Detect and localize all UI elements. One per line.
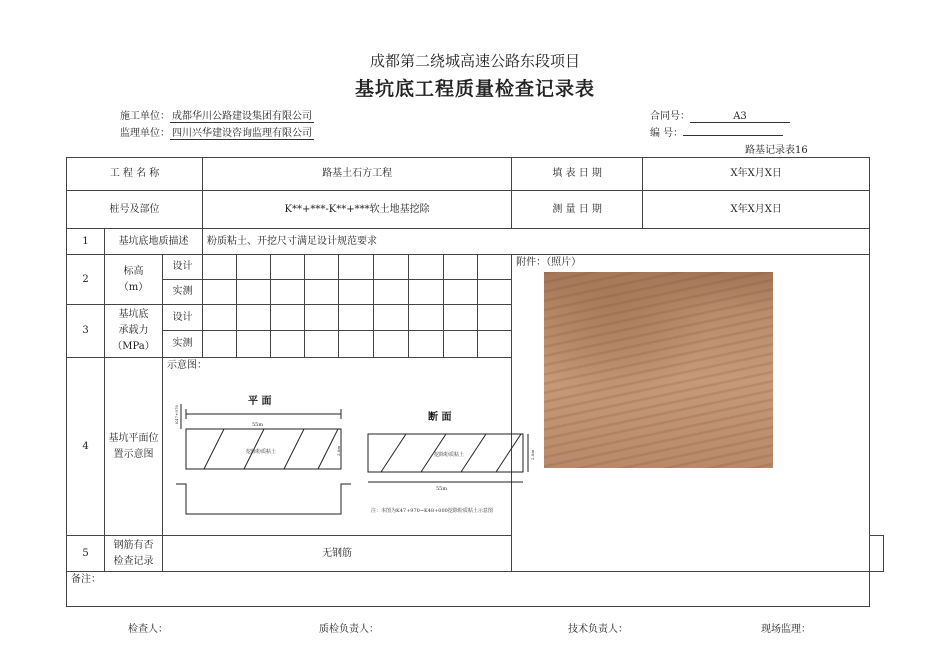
station-value: K**+***-K**+***软土地基挖除 xyxy=(203,191,512,229)
value-cell[interactable] xyxy=(305,255,339,280)
value-cell[interactable] xyxy=(409,305,444,331)
bearing-label xyxy=(105,305,163,358)
value-cell[interactable] xyxy=(271,280,305,305)
remarks-row xyxy=(67,572,884,607)
value-cell[interactable] xyxy=(271,255,305,280)
value-cell[interactable] xyxy=(203,305,237,331)
value-cell[interactable] xyxy=(409,331,444,358)
value-cell[interactable] xyxy=(237,305,271,331)
row-number: 4 xyxy=(67,358,105,536)
value-cell[interactable] xyxy=(339,305,374,331)
station-label: 桩号及部位 xyxy=(67,191,203,229)
rebar-label xyxy=(105,536,163,572)
qc-label: 质检负责人： xyxy=(319,624,379,635)
value-cell[interactable] xyxy=(478,331,512,358)
value-cell[interactable] xyxy=(305,305,339,331)
section-title: 断 面 xyxy=(428,412,452,423)
measure-date-value: X年X月X日 xyxy=(643,191,870,229)
geology-label: 基坑底地质描述 xyxy=(105,229,203,255)
plan-dim-side: K47+970 xyxy=(174,404,179,424)
rebar-value: 无钢筋 xyxy=(163,536,512,572)
remarks-cell xyxy=(67,572,870,607)
contractor-row xyxy=(120,107,314,123)
bearing-label-a: 基坑底 xyxy=(118,309,149,320)
project-name-row xyxy=(67,158,884,191)
contract-row xyxy=(650,107,790,123)
plan-road-outline xyxy=(176,484,351,514)
site-photo xyxy=(544,272,773,468)
row-number: 5 xyxy=(67,536,105,572)
project-name-label: 工 程 名 称 xyxy=(67,158,203,191)
row-number: 2 xyxy=(67,255,105,305)
elevation-label xyxy=(105,255,163,305)
sketch-label: 示意图： xyxy=(167,360,207,371)
site-supervisor-label: 现场监理： xyxy=(761,624,811,635)
project-name-value: 路基土石方工程 xyxy=(203,158,512,191)
value-cell[interactable] xyxy=(374,305,409,331)
value-cell[interactable] xyxy=(237,331,271,358)
section-dim-width: 55m xyxy=(436,486,448,492)
table-row xyxy=(67,229,884,255)
value-cell[interactable] xyxy=(237,255,271,280)
number-value xyxy=(683,124,783,136)
value-cell[interactable] xyxy=(203,331,237,358)
value-cell[interactable] xyxy=(203,255,237,280)
measure-date-label: 测 量 日 期 xyxy=(512,191,643,229)
value-cell[interactable] xyxy=(478,280,512,305)
design-label: 设计 xyxy=(163,255,203,280)
form-code: 路基记录表16 xyxy=(745,145,808,156)
row-number: 3 xyxy=(67,305,105,358)
elevation-label-b: （m） xyxy=(118,281,149,293)
design-label: 设计 xyxy=(163,305,203,331)
value-cell[interactable] xyxy=(374,280,409,305)
fill-date-value: X年X月X日 xyxy=(643,158,870,191)
form-title: 基坑底工程质量检查记录表 xyxy=(354,78,595,100)
value-cell[interactable] xyxy=(339,255,374,280)
value-cell[interactable] xyxy=(271,305,305,331)
sketch-note: 注：本图为K47+970~K48+000挖除粉质粘土示意图 xyxy=(371,508,493,514)
sketch-row-label-a: 基坑平面位 xyxy=(108,432,159,444)
inspector-label: 检查人： xyxy=(128,624,168,635)
plan-title: 平 面 xyxy=(248,396,272,407)
supervisor-label: 监理单位： xyxy=(120,128,170,139)
value-cell[interactable] xyxy=(444,280,478,305)
bearing-label-c: （MPa） xyxy=(112,341,155,352)
value-cell[interactable] xyxy=(409,255,444,280)
plan-dim-depth: 2.8m xyxy=(336,445,341,456)
value-cell[interactable] xyxy=(203,280,237,305)
attachment-label: 附件：（照片） xyxy=(516,257,582,268)
bearing-label-b: 承载力 xyxy=(118,325,149,336)
value-cell[interactable] xyxy=(305,331,339,358)
value-cell[interactable] xyxy=(444,255,478,280)
value-cell[interactable] xyxy=(444,331,478,358)
value-cell[interactable] xyxy=(339,331,374,358)
fill-date-label: 填 表 日 期 xyxy=(512,158,643,191)
station-row xyxy=(67,191,884,229)
value-cell[interactable] xyxy=(374,331,409,358)
rebar-label-b: 检查记录 xyxy=(113,555,154,567)
contractor-label: 施工单位： xyxy=(120,111,170,122)
value-cell[interactable] xyxy=(271,331,305,358)
excavation-sketch xyxy=(166,384,538,534)
geology-value: 粉质粘土、开挖尺寸满足设计规范要求 xyxy=(203,229,870,255)
rebar-label-a: 钢筋有否 xyxy=(113,539,154,551)
actual-label: 实测 xyxy=(163,280,203,305)
section-fill-text: 挖除粉质粘土 xyxy=(434,452,465,458)
value-cell[interactable] xyxy=(478,255,512,280)
supervisor-row xyxy=(120,124,314,140)
number-label: 编 号： xyxy=(650,128,684,139)
value-cell[interactable] xyxy=(444,305,478,331)
actual-label: 实测 xyxy=(163,331,203,358)
value-cell[interactable] xyxy=(305,280,339,305)
value-cell[interactable] xyxy=(237,280,271,305)
project-title: 成都第二绕城高速公路东段项目 xyxy=(369,52,580,70)
sketch-row-label xyxy=(105,358,163,536)
contract-value: A3 xyxy=(690,111,790,123)
tech-label: 技术负责人： xyxy=(568,624,628,635)
plan-fill-text: 挖除粉质粘土 xyxy=(246,449,277,455)
value-cell[interactable] xyxy=(478,305,512,331)
value-cell[interactable] xyxy=(339,280,374,305)
elevation-label-a: 标高 xyxy=(123,265,144,277)
plan-dim-width: 55m xyxy=(252,422,264,428)
number-row xyxy=(650,124,783,139)
sketch-row-label-b: 置示意图 xyxy=(113,448,154,460)
remarks-label: 备注： xyxy=(71,574,101,585)
supervisor-value: 四川兴华建设咨询监理有限公司 xyxy=(170,124,314,140)
attachment-blank xyxy=(870,536,884,572)
value-cell[interactable] xyxy=(409,280,444,305)
value-cell[interactable] xyxy=(374,255,409,280)
contractor-value: 成都华川公路建设集团有限公司 xyxy=(170,107,314,123)
section-dim-depth: 2.8m xyxy=(530,449,535,460)
row-number: 1 xyxy=(67,229,105,255)
contract-label: 合同号： xyxy=(650,111,690,122)
